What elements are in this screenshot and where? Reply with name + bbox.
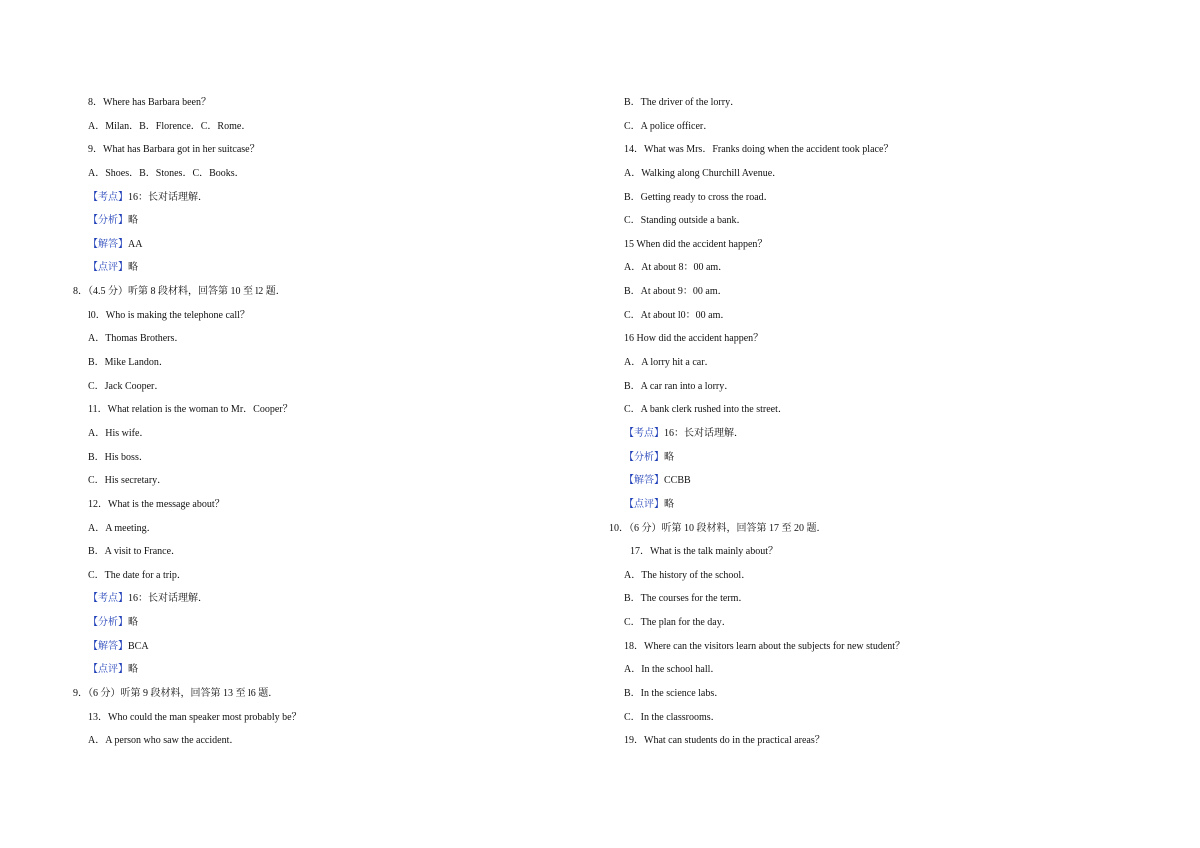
text-line: B．In the science labs． [624,688,725,700]
text-line: A．At about 8：00 am． [624,262,729,274]
text-line: C．The date for a trip． [88,569,187,581]
text-line: A．A lorry hit a car． [624,357,715,369]
text-line: 12．What is the message about？ [88,498,225,510]
answer-text: 16：长对话理解． [128,593,208,605]
right-column [609,91,1149,753]
text-line: 15 When did the accident happen？ [624,238,768,250]
answer-line [73,233,613,257]
answer-text: 略 [664,498,674,510]
text-line: 8．Where has Barbara been？ [88,97,211,108]
answer-line [73,587,613,611]
answer-text: AA [128,238,143,250]
answer-tag-label: 【分析】 [88,617,128,629]
answer-text: BCA [128,640,149,652]
answer-line [609,446,1149,470]
text-line: 18．Where can the visitors learn about the subjects for new student？ [624,640,906,652]
answer-tag-label: 【考点】 [88,593,128,605]
text-line: B．A visit to France． [88,546,182,558]
answer-tag-label: 【点评】 [624,498,664,510]
text-line: A．A meeting． [88,522,157,534]
answer-tag-label: 【点评】 [88,262,128,274]
answer-tag-label: 【考点】 [88,191,128,203]
text-line: C．His secretary． [88,475,168,487]
answer-line [73,635,613,659]
text-line: 19．What can students do in the practical areas？ [624,735,825,747]
text-line: C．In the classrooms． [624,711,721,723]
answer-line [73,611,613,635]
answer-text: 略 [128,617,138,629]
answer-line [73,186,613,210]
text-line: 16 How did the accident happen？ [624,333,764,345]
answer-line [609,469,1149,493]
text-line: 14．What was Mrs．Franks doing when the accident took place？ [624,144,894,156]
answer-text: 略 [664,451,674,463]
answer-line [609,422,1149,446]
text-line: C．Standing outside a bank． [624,215,747,227]
text-line: 13．Who could the man speaker most probably be？ [88,711,302,723]
answer-tag-label: 【解答】 [88,640,128,652]
answer-text: 略 [128,664,138,676]
text-line: B．Getting ready to cross the road． [624,191,774,203]
answer-tag-label: 【分析】 [624,451,664,463]
text-line: 17．What is the talk mainly about？ [630,546,779,558]
answer-tag-label: 【点评】 [88,664,128,676]
text-line: 9．What has Barbara got in her suitcase？ [88,144,260,156]
text-line: B．Mike Landon． [88,357,169,369]
text-line: A．Milan．B．Florence．C．Rome． [88,120,252,132]
text-line: 11．What relation is the woman to Mr．Cooper？ [88,404,293,416]
answer-tag-label: 【考点】 [624,427,664,439]
text-line: B．The driver of the lorry． [624,97,741,108]
text-line: 8．（4.5 分）听第 8 段材料，回答第 10 至 l2 题． [73,286,286,298]
answer-line [73,209,613,233]
text-line: B．At about 9：00 am． [624,286,728,298]
text-line: 10．（6 分）听第 10 段材料，回答第 17 至 20 题． [609,522,827,534]
answer-text: 16：长对话理解． [664,427,744,439]
text-line: A．In the school hall． [624,664,721,676]
text-line: C．Jack Cooper． [88,380,165,392]
text-line: B．His boss． [88,451,149,463]
text-line: C．The plan for the day． [624,617,732,629]
text-line: l0．Who is making the telephone call？ [88,309,250,321]
left-column [73,91,613,753]
answer-line [609,493,1149,517]
answer-text: CCBB [664,475,691,487]
answer-tag-label: 【解答】 [624,475,664,487]
answer-text: 16：长对话理解． [128,191,208,203]
text-line: A．His wife． [88,427,150,439]
text-line: A．The history of the school． [624,569,752,581]
text-line: A．Thomas Brothers． [88,333,185,345]
text-line: C．A police officer． [624,120,714,132]
answer-text: 略 [128,262,138,274]
text-line: B．The courses for the term． [624,593,749,605]
answer-line [73,256,613,280]
answer-tag-label: 【解答】 [88,238,128,250]
answer-text: 略 [128,215,138,227]
text-line: A．Walking along Churchill Avenue． [624,167,783,179]
text-line: A．Shoes．B．Stones．C．Books． [88,167,245,179]
text-line: B．A car ran into a lorry． [624,380,735,392]
text-line: C．A bank clerk rushed into the street． [624,404,788,416]
text-line: A．A person who saw the accident． [88,735,240,747]
answer-tag-label: 【分析】 [88,215,128,227]
text-line: C．At about l0：00 am． [624,309,731,321]
answer-line [73,658,613,682]
text-line: 9．（6 分）听第 9 段材料，回答第 13 至 l6 题． [73,688,279,700]
